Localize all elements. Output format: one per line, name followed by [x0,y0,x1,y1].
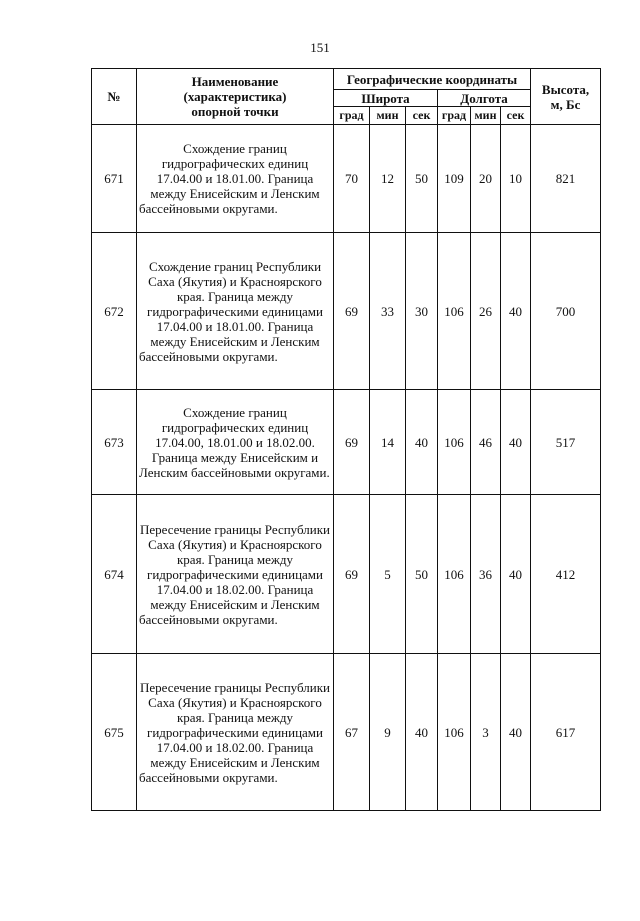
longitude-degrees: 106 [438,495,471,654]
latitude-minutes: 14 [370,390,406,495]
coordinates-table [91,68,601,811]
latitude-minutes: 12 [370,125,406,233]
header-name-line2: (характеристика) [183,89,287,104]
header-height-line1: Высота, [541,81,590,97]
page-number: 151 [310,40,330,55]
header-lon-deg: град [438,107,471,125]
latitude-seconds: 40 [406,654,438,811]
point-description: Пересечение границы Республики Саха (Якутия) и Красноярского края. Граница между гидрографическими единицами 17.04.00 и 18.02.00. Граница между Енисейским и Ленским бассейновыми округами. [137,654,334,811]
header-lat-min: мин [370,107,406,125]
table-row [92,495,601,654]
header-lon-min: мин [471,107,501,125]
row-number: 675 [92,654,137,811]
longitude-minutes: 46 [471,390,501,495]
latitude-degrees: 67 [334,654,370,811]
longitude-minutes: 36 [471,495,501,654]
latitude-degrees: 69 [334,495,370,654]
header-name-line1: Наименование [191,74,279,89]
latitude-minutes: 9 [370,654,406,811]
header-name-line3: опорной точки [191,104,279,119]
latitude-seconds: 50 [406,495,438,654]
point-description: Схождение границ гидрографических единиц 17.04.00, 18.01.00 и 18.02.00. Граница между Енисейским и Ленским бассейновыми округами. [137,390,334,495]
header-geo-coordinates: Географические координаты [334,69,531,90]
header-name [137,69,334,125]
height-value: 617 [531,654,601,811]
latitude-minutes: 5 [370,495,406,654]
latitude-seconds: 30 [406,233,438,390]
header-lat-deg: град [334,107,370,125]
longitude-degrees: 106 [438,233,471,390]
row-number: 671 [92,125,137,233]
header-latitude: Широта [334,90,438,107]
point-description: Схождение границ Республики Саха (Якутия) и Красноярского края. Граница между гидрографическими единицами 17.04.00 и 18.01.00. Граница между Енисейским и Ленским бассейновыми округами. [137,233,334,390]
point-description: Пересечение границы Республики Саха (Якутия) и Красноярского края. Граница между гидрографическими единицами 17.04.00 и 18.02.00. Граница между Енисейским и Ленским бассейновыми округами. [137,495,334,654]
height-value: 821 [531,125,601,233]
table-row [92,233,601,390]
latitude-degrees: 70 [334,125,370,233]
table-row [92,654,601,811]
header-height-line2: м, Бс [550,96,581,112]
longitude-minutes: 20 [471,125,501,233]
header-lat-sec: сек [406,107,438,125]
height-value: 700 [531,233,601,390]
longitude-degrees: 106 [438,654,471,811]
row-number: 672 [92,233,137,390]
height-value: 517 [531,390,601,495]
longitude-degrees: 109 [438,125,471,233]
longitude-seconds: 40 [501,390,531,495]
point-description: Схождение границ гидрографических единиц 17.04.00 и 18.01.00. Граница между Енисейским и Ленским бассейновыми округами. [137,125,334,233]
longitude-seconds: 40 [501,654,531,811]
longitude-minutes: 3 [471,654,501,811]
height-value: 412 [531,495,601,654]
longitude-degrees: 106 [438,390,471,495]
table-row [92,125,601,233]
row-number: 673 [92,390,137,495]
longitude-seconds: 10 [501,125,531,233]
header-lon-sec: сек [501,107,531,125]
table-row [92,390,601,495]
longitude-minutes: 26 [471,233,501,390]
header-height [531,69,601,125]
header-num: № [92,69,137,125]
latitude-minutes: 33 [370,233,406,390]
longitude-seconds: 40 [501,233,531,390]
latitude-seconds: 50 [406,125,438,233]
latitude-degrees: 69 [334,233,370,390]
header-longitude: Долгота [438,90,531,107]
latitude-degrees: 69 [334,390,370,495]
longitude-seconds: 40 [501,495,531,654]
row-number: 674 [92,495,137,654]
latitude-seconds: 40 [406,390,438,495]
